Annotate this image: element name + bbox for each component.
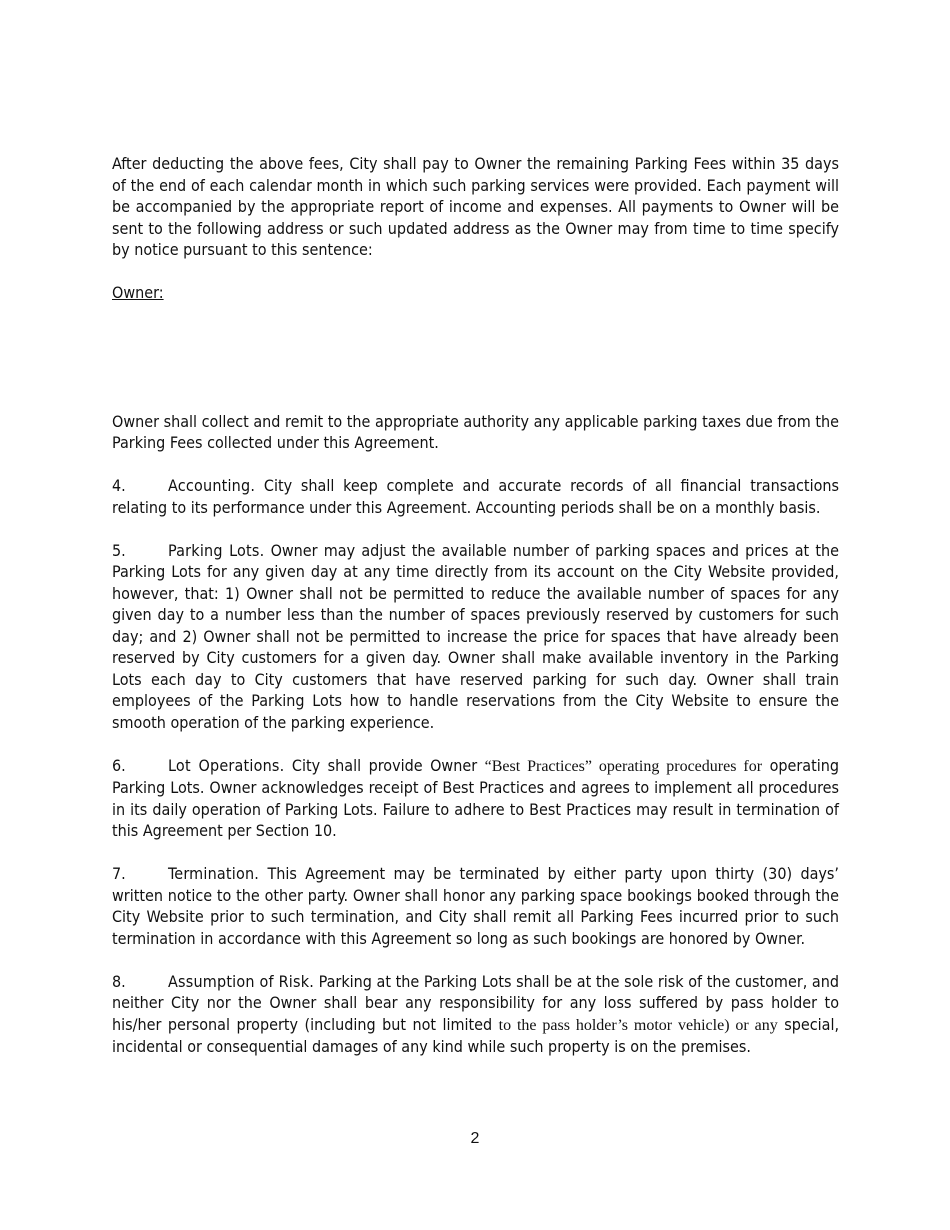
section-6: [112, 755, 839, 842]
taxes-paragraph: Owner shall collect and remit to the appropriate authority any applicable parking taxes due from the Parking Fees collected under this Agreement.: [112, 411, 839, 452]
section-7: [112, 863, 839, 949]
section-heading: Assumption of Risk.: [168, 971, 315, 991]
section-text: City shall keep complete and accurate records of all financial transactions relating to its performance under this Agreement. Accounting periods shall be on a monthly basis.: [112, 476, 839, 517]
section-text: operating Parking Lots. Owner acknowledges receipt of Best Practices and agrees to implement all procedures in its daily operation of Parking Lots. Failure to adhere to Best Practices may result in termination of this Agreement per Section 10.: [112, 755, 840, 840]
spacer: [112, 733, 839, 755]
section-number: 4.: [112, 476, 126, 495]
section-4: [112, 475, 839, 518]
section-text-serif: “Best Practices” operating procedures for: [484, 757, 763, 775]
document-page: [112, 153, 839, 1058]
section-heading: Termination.: [168, 864, 260, 883]
section-number: 8.: [112, 971, 126, 991]
section-number: 7.: [112, 864, 126, 883]
spacer: [112, 454, 839, 476]
section-text: City shall provide Owner: [291, 755, 478, 775]
spacer: [112, 842, 839, 864]
spacer: [112, 261, 839, 283]
section-8: [112, 971, 839, 1058]
section-5: [112, 540, 839, 734]
section-text: special, incidental or consequential damages of any kind while such property is on the premises.: [112, 1014, 840, 1056]
section-number: 6.: [112, 755, 126, 775]
spacer: [112, 518, 839, 540]
owner-label: Owner:: [112, 283, 164, 302]
section-text: Owner may adjust the available number of parking spaces and prices at the Parking Lots for any given day at any time directly from its account on the City Website provided, however, that: 1) Owner shall not be permitted to reduce the available number of spaces for any given day to a number less than the number of spaces previously reserved by customers for such day; and 2) Owner shall not be permitted to increase the price for spaces that have already been reserved by City customers for a given day. Owner shall make available inventory in the Parking Lots each day to City customers that have reserved parking for such day. Owner shall train employees of the Parking Lots how to handle reservations from the City Website to ensure the smooth operation of the parking experience.: [112, 540, 840, 732]
spacer: [112, 949, 839, 971]
section-number: 5.: [112, 540, 126, 560]
section-text: This Agreement may be terminated by either party upon thirty (30) days’ written notice to the other party. Owner shall honor any parking space bookings booked through the City Website prior to such termination, and City shall remit all Parking Fees incurred prior to such termination in accordance with this Agreement so long as such bookings are honored by Owner.: [112, 864, 839, 948]
page-number: 2: [470, 1130, 480, 1147]
section-text: Parking at the Parking Lots shall be at the sole risk of the customer, and neither City nor the Owner shall bear any responsibility for any loss suffered by pass holder to his/her personal property (including but not limited: [112, 971, 840, 1034]
intro-paragraph: After deducting the above fees, City shall pay to Owner the remaining Parking Fees within 35 days of the end of each calendar month in which such parking services were provided. Each payment will be accompanied by the appropriate report of income and expenses. All payments to Owner will be sent to the following address or such updated address as the Owner may from time to time specify by notice pursuant to this sentence:: [112, 154, 839, 259]
owner-address-block: [112, 304, 839, 411]
section-heading: Lot Operations.: [168, 755, 285, 775]
section-heading: Parking Lots.: [168, 540, 265, 560]
section-text-serif: to the pass holder’s motor vehicle) or any: [498, 1016, 778, 1034]
section-heading: Accounting.: [168, 476, 256, 495]
